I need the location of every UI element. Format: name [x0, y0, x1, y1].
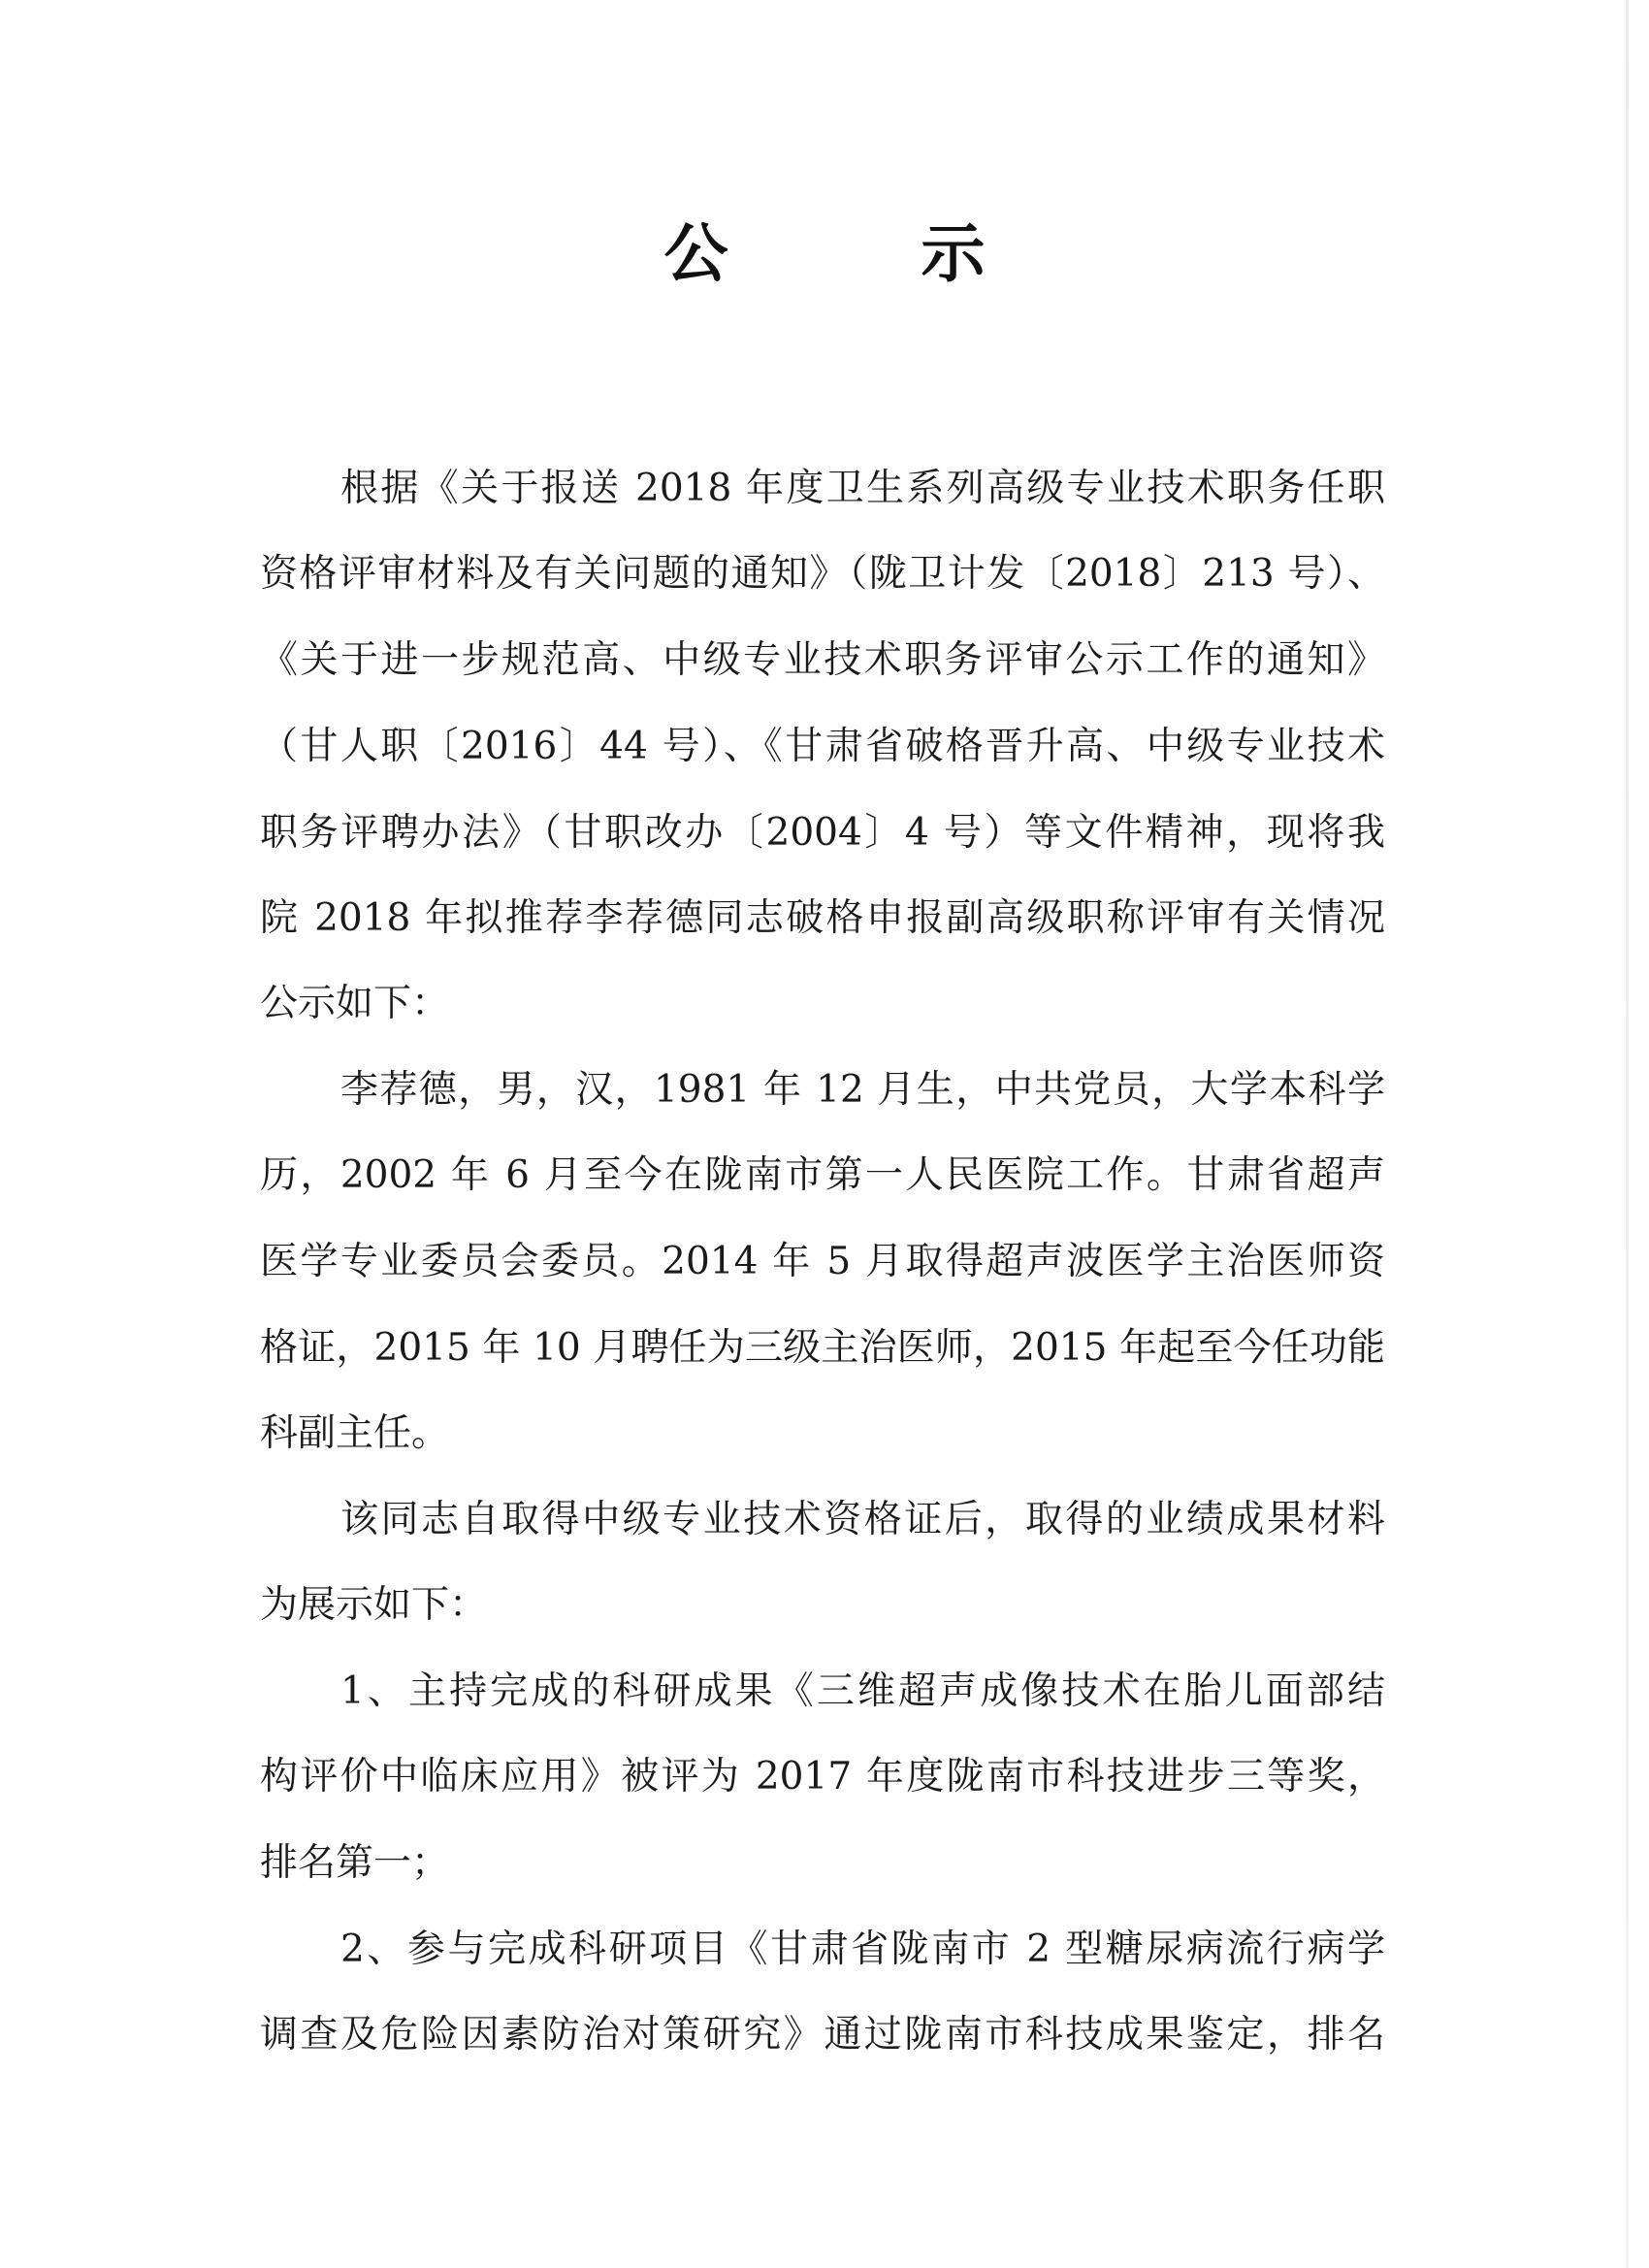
paragraph-1-line-7: 公示如下： — [260, 982, 450, 1025]
paragraph-1-line-6: 院 2018 年拟推荐李荐德同志破格申报副高级职称评审有关情况 — [260, 896, 1385, 940]
paragraph-2-line-4: 格证，2015 年 10 月聘任为三级主治医师，2015 年起至今任功能 — [260, 1326, 1385, 1370]
paragraph-4-line-3: 排名第一； — [260, 1841, 450, 1885]
paragraph-4-line-2: 构评价中临床应用》被评为 2017 年度陇南市科技进步三等奖， — [260, 1755, 1385, 1798]
paragraph-1-line-2: 资格评审材料及有关问题的通知》（陇卫计发〔2018〕213 号）、 — [260, 552, 1385, 596]
paragraph-3-line-1: 该同志自取得中级专业技术资格证后，取得的业绩成果材料 — [340, 1498, 1385, 1541]
paragraph-2-line-3: 医学专业委员会委员。2014 年 5 月取得超声波医学主治医师资 — [260, 1240, 1385, 1283]
paragraph-4-line-1: 1、主持完成的科研成果《三维超声成像技术在胎儿面部结 — [340, 1669, 1385, 1713]
paragraph-1-line-4: （甘人职〔2016〕44 号）、《甘肃省破格晋升高、中级专业技术 — [260, 725, 1385, 768]
paragraph-1-line-3: 《关于进一步规范高、中级专业技术职务评审公示工作的通知》 — [260, 638, 1385, 682]
paragraph-2-line-5: 科副主任。 — [260, 1411, 450, 1455]
paragraph-5-line-2: 调查及危险因素防治对策研究》通过陇南市科技成果鉴定，排名 — [260, 2013, 1385, 2057]
paragraph-2-line-1: 李荐德，男，汉，1981 年 12 月生，中共党员，大学本科学 — [340, 1068, 1385, 1112]
paragraph-1-line-1: 根据《关于报送 2018 年度卫生系列高级专业技术职务任职 — [340, 467, 1385, 510]
paragraph-1-line-5: 职务评聘办法》（甘职改办〔2004〕4 号）等文件精神，现将我 — [260, 811, 1385, 855]
paragraph-2-line-2: 历，2002 年 6 月至今在陇南市第一人民医院工作。甘肃省超声 — [260, 1153, 1385, 1197]
scan-edge-shadow — [1626, 0, 1629, 2268]
page-title: 公 示 — [663, 215, 1071, 291]
paragraph-5-line-1: 2、参与完成科研项目《甘肃省陇南市 2 型糖尿病流行病学 — [340, 1928, 1385, 1971]
paragraph-3-line-2: 为展示如下： — [260, 1583, 488, 1627]
